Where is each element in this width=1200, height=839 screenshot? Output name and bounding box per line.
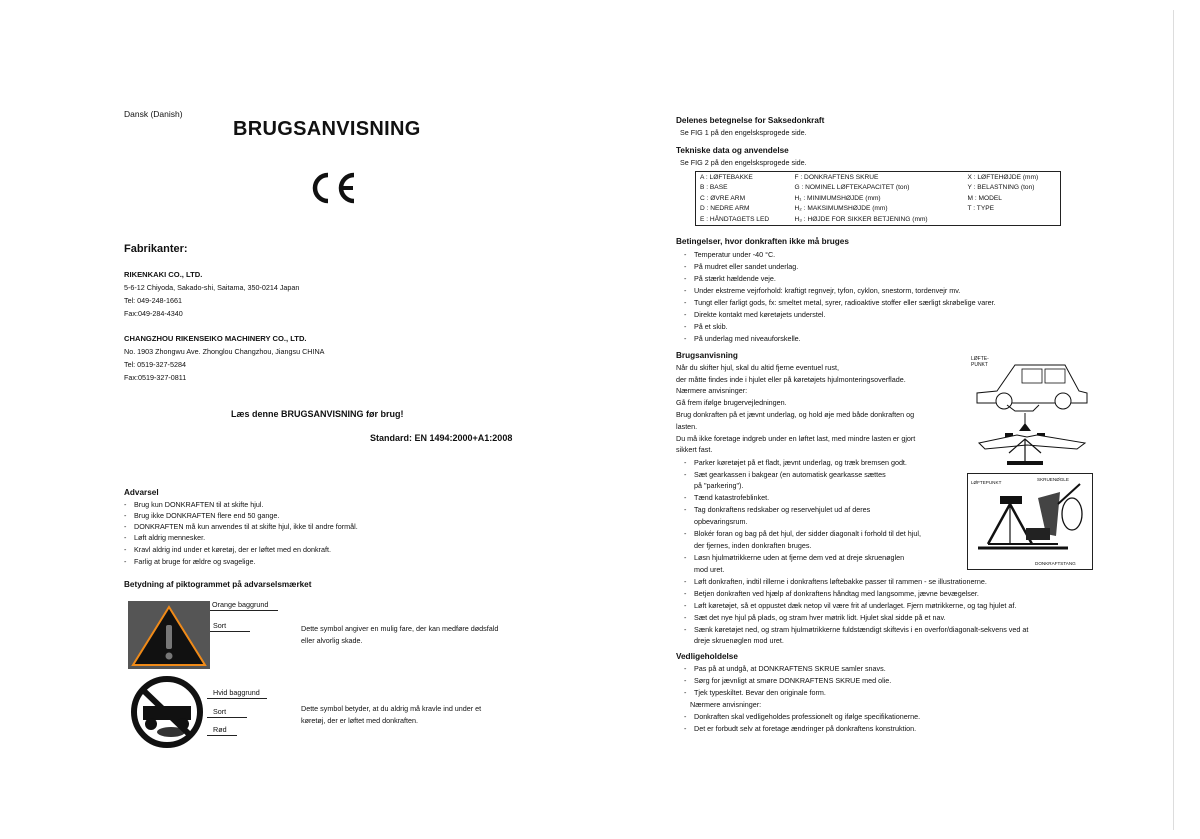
spec-cell: C : ØVRE ARM: [700, 194, 746, 202]
usage-step: - Løft køretøjet, så et oppustet dæk netop vil være frit af underlaget. Fjern møtrikkerne, og tag hjulet af.: [694, 601, 1016, 610]
usage-heading: Brugsanvisning: [676, 351, 738, 360]
warning-triangle-icon: [128, 601, 210, 674]
usage-step: - Løsn hjulmøtrikkerne uden at fjerne dem ved at dreje skruenøglen: [694, 553, 904, 562]
read-first-notice: Læs denne BRUGSANVISNING før brug!: [231, 409, 404, 419]
warning-item: - Kravl aldrig ind under et køretøj, der er løftet med en donkraft.: [134, 545, 331, 554]
manufacturer-2-address: No. 1903 Zhongwu Ave. Zhonglou Changzhou, Jiangsu CHINA: [124, 347, 325, 356]
conditions-heading: Betingelser, hvor donkraften ikke må bruges: [676, 237, 849, 246]
page-title: BRUGSANVISNING: [233, 118, 421, 140]
ce-mark: [306, 171, 360, 210]
usage-intro-line: Brug donkraften på et jævnt underlag, og hold øje med både donkraften og: [676, 410, 915, 419]
spec-row: [696, 204, 1060, 215]
condition-item: - Temperatur under -40 °C.: [694, 250, 775, 259]
spec-row: [696, 214, 1060, 225]
warning-heading: Advarsel: [124, 488, 159, 497]
maintenance-item: - Sørg for jævnligt at smøre DONKRAFTENS SKRUE med olie.: [694, 676, 891, 685]
spec-row: [696, 193, 1060, 204]
maintenance-item: - Donkraften skal vedligeholdes professionelt og ifølge specifikationerne.: [694, 712, 920, 721]
manufacturer-2-tel: Tel: 0519-327-5284: [124, 360, 186, 369]
usage-intro-line: Nærmere anvisninger:: [676, 386, 748, 395]
label-black: Sort: [213, 621, 227, 630]
maintenance-item: - Det er forbudt selv at foretage ændringer på donkraftens konstruktion.: [694, 724, 916, 733]
usage-intro-line: der måtte findes inde i hjulet eller på køretøjets hjulmonteringsoverflade.: [676, 375, 906, 384]
manufacturer-1-address: 5-6-12 Chiyoda, Sakado-shi, Saitama, 350-0214 Japan: [124, 283, 300, 292]
condition-item: - På et skib.: [694, 322, 728, 331]
condition-item: - På mudret eller sandet underlag.: [694, 262, 798, 271]
spec-cell: A : LØFTEBAKKE: [700, 173, 753, 181]
condition-item: - Direkte kontakt med køretøjets understel.: [694, 310, 825, 319]
condition-item: - På stærkt hældende veje.: [694, 274, 776, 283]
label-orange-background: Orange baggrund: [212, 600, 269, 609]
usage-intro-line: Når du skifter hjul, skal du altid fjerne eventuel rust,: [676, 363, 839, 372]
maintenance-sub: Nærmere anvisninger:: [690, 700, 762, 709]
fig-label-lift-point: PUNKT: [971, 362, 988, 368]
spec-cell: H₃ : HØJDE FOR SIKKER BETJENING (mm): [794, 215, 928, 223]
pictogram-heading: Betydning af piktogrammet på advarselsmærket: [124, 580, 312, 589]
fig-label-lift-point-2: LØFTEPUNKT: [971, 480, 1002, 485]
warning-item: - DONKRAFTEN må kun anvendes til at skifte hjul, ikke til andre formål.: [134, 522, 358, 531]
page-edge-line: [1173, 10, 1174, 830]
maintenance-item: - Tjek typeskiltet. Bevar den originale form.: [694, 688, 826, 697]
label-underline: [207, 717, 247, 718]
warning-item: - Brug ikke DONKRAFTEN flere end 50 gange.: [134, 511, 279, 520]
spec-row: [696, 172, 1060, 183]
label-underline: [210, 631, 250, 632]
manufacturer-2-fax: Fax:0519-327-0811: [124, 373, 187, 382]
usage-intro-line: sikkert fast.: [676, 445, 713, 454]
manufacturers-heading: Fabrikanter:: [124, 243, 188, 255]
warning-item: - Farlig at bruge for ældre og svagelige.: [134, 557, 255, 566]
usage-step: - Tænd katastrofeblinket.: [694, 493, 769, 502]
manufacturer-1-tel: Tel: 049-248-1661: [124, 296, 182, 305]
tech-heading: Tekniske data og anvendelse: [676, 146, 789, 155]
jack-and-wrench-figure: [967, 473, 1093, 570]
condition-item: - Under ekstreme vejrforhold: kraftigt regnvejr, tyfon, cyklon, snestorm, tordenvejr mv.: [694, 286, 960, 295]
usage-step: - Blokér foran og bag på det hjul, der sidder diagonalt i forhold til det hjul,: [694, 529, 921, 538]
condition-item: - På underlag med niveauforskelle.: [694, 334, 801, 343]
usage-step-cont: dreje skruenøglen mod uret.: [694, 636, 784, 645]
symbol-1-description: eller alvorlig skade.: [301, 636, 363, 645]
spec-cell: [964, 214, 1061, 225]
usage-intro-line: Du må ikke foretage indgreb under en løftet last, med mindre lasten er gjort: [676, 434, 916, 443]
symbol-2-description: Dette symbol betyder, at du aldrig må kravle ind under et: [301, 704, 482, 713]
fig-label-wrench: SKRUENØGLE: [1037, 477, 1069, 482]
no-crawling-under-vehicle-icon: [131, 676, 203, 753]
tech-text: Se FIG 2 på den engelsksprogede side.: [680, 158, 807, 167]
usage-step: - Sæt det nye hjul på plads, og stram hver møtrik lidt. Hjulet skal sidde på et nav.: [694, 613, 946, 622]
spec-table: [695, 171, 1061, 226]
standard-label: Standard: EN 1494:2000+A1:2008: [370, 433, 513, 443]
fig-label-lift-point: LØFTE-: [971, 356, 989, 362]
spec-row: [696, 183, 1060, 194]
spec-cell: H₁ : MINIMUMSHØJDE (mm): [794, 194, 881, 202]
label-black: Sort: [213, 707, 227, 716]
symbol-2-description: køretøj, der er løftet med donkraften.: [301, 716, 419, 725]
usage-step: - Sænk køretøjet ned, og stram hjulmøtrikkerne fuldstændigt skiftevis i en overfor/diagonalt-sekvens ved at: [694, 625, 1028, 634]
spec-cell: X : LØFTEHØJDE (mm): [967, 173, 1039, 181]
spec-cell: D : NEDRE ARM: [700, 205, 750, 213]
usage-step: - Løft donkraften, indtil rillerne i donkraftens løftebakke passer til rammen - se illustrationerne.: [694, 577, 987, 586]
warning-item: - Brug kun DONKRAFTEN til at skifte hjul.: [134, 500, 263, 509]
spec-cell: H₂ : MAKSIMUMSHØJDE (mm): [794, 205, 888, 213]
fig-label-jack-bar: DONKRAFTSTANG: [1035, 561, 1076, 566]
usage-step: - Betjen donkraften ved hjælp af donkraftens håndtag med langsomme, jævne bevægelser.: [694, 589, 979, 598]
usage-step-cont: opbevaringsrum.: [694, 517, 748, 526]
label-red: Rød: [213, 725, 227, 734]
label-underline: [207, 698, 267, 699]
maintenance-item: - Pas på at undgå, at DONKRAFTENS SKRUE samler snavs.: [694, 664, 886, 673]
spec-cell: M : MODEL: [967, 194, 1002, 202]
label-white-background: Hvid baggrund: [213, 688, 260, 697]
spec-cell: F : DONKRAFTENS SKRUE: [794, 173, 879, 181]
symbol-1-description: Dette symbol angiver en mulig fare, der kan medføre dødsfald: [301, 624, 499, 633]
manufacturer-1-name: RIKENKAKI CO., LTD.: [124, 270, 203, 279]
manufacturer-2-name: CHANGZHOU RIKENSEIKO MACHINERY CO., LTD.: [124, 334, 307, 343]
label-underline: [210, 610, 278, 611]
spec-cell: Y : BELASTNING (ton): [967, 184, 1035, 192]
usage-step-cont: på "parkering").: [694, 481, 744, 490]
car-lift-point-figure: [967, 353, 1092, 476]
usage-step: - Parker køretøjet på et fladt, jævnt underlag, og træk bremsen godt.: [694, 458, 907, 467]
spec-cell: E : HÅNDTAGETS LED: [700, 215, 770, 223]
parts-heading: Delenes betegnelse for Saksedonkraft: [676, 116, 825, 125]
spec-cell: G : NOMINEL LØFTEKAPACITET (ton): [794, 184, 910, 192]
warning-item: - Løft aldrig mennesker.: [134, 533, 205, 542]
condition-item: - Tungt eller farligt gods, fx: smeltet metal, syrer, radioaktive stoffer eller særligt skrøbelige varer.: [694, 298, 996, 307]
usage-intro-line: lasten.: [676, 422, 698, 431]
spec-cell: B : BASE: [700, 184, 728, 192]
usage-step: - Sæt gearkassen i bakgear (en automatisk gearkasse sættes: [694, 470, 886, 479]
language-label: Dansk (Danish): [124, 109, 183, 119]
manufacturer-1-fax: Fax:049-284-4340: [124, 309, 183, 318]
usage-step-cont: mod uret.: [694, 565, 725, 574]
usage-step: - Tag donkraftens redskaber og reservehjulet ud af deres: [694, 505, 870, 514]
usage-step-cont: der fjernes, inden donkraften bruges.: [694, 541, 812, 550]
maintenance-heading: Vedligeholdelse: [676, 652, 738, 661]
spec-cell: T : TYPE: [967, 205, 995, 213]
usage-intro-line: Gå frem ifølge brugervejledningen.: [676, 398, 787, 407]
parts-text: Se FIG 1 på den engelsksprogede side.: [680, 128, 807, 137]
label-underline: [207, 735, 237, 736]
